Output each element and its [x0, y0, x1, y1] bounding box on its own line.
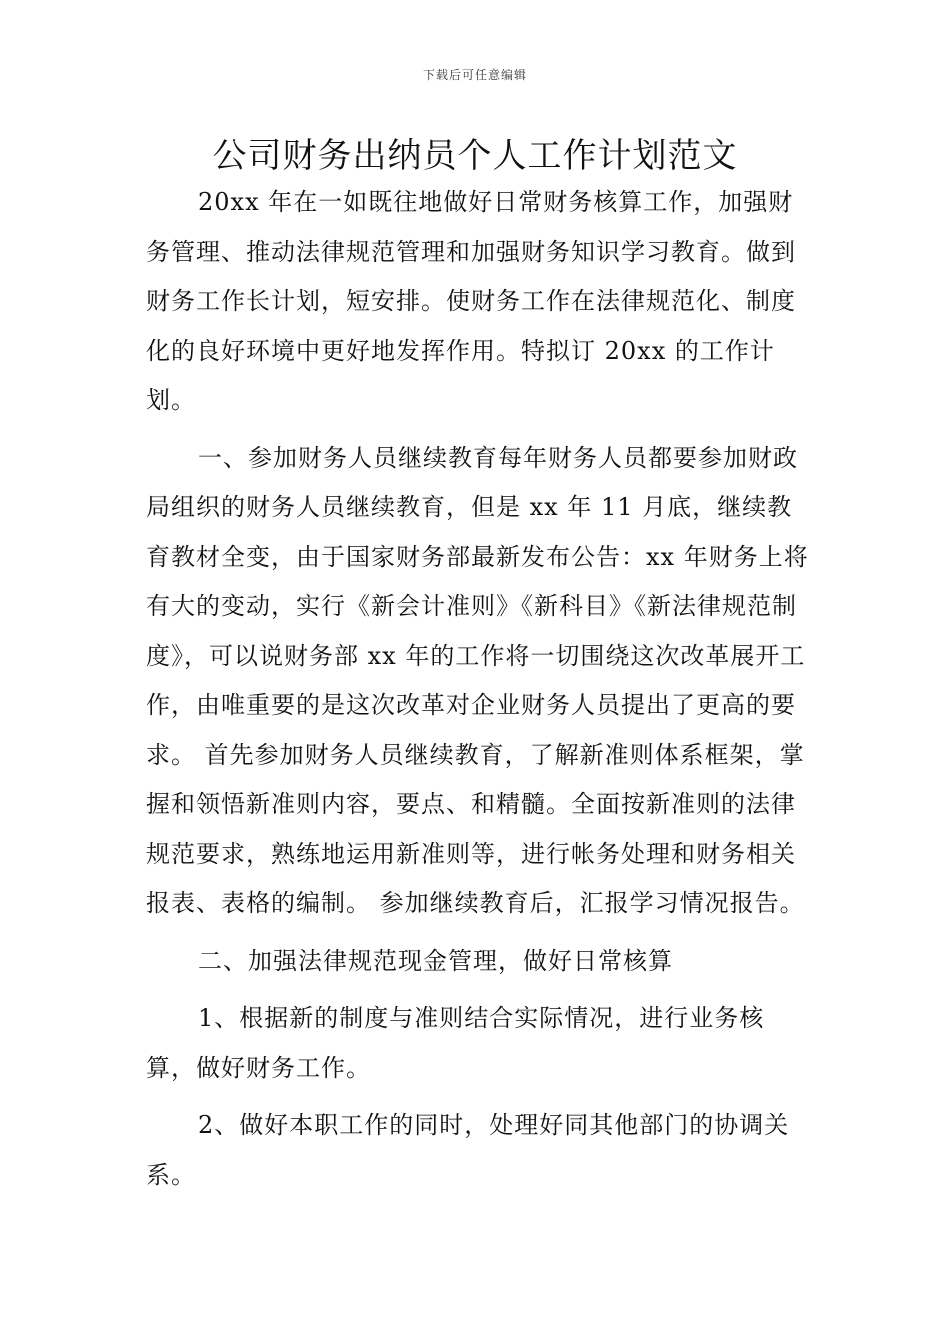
paragraph-intro: 20xx 年在一如既往地做好日常财务核算工作，加强财务管理、推动法律规范管理和加强财务知识学习教育。做到财务工作长计划，短安排。使财务工作在法律规范化、制度化的良好环境中更好地发挥作用。特拟订 20xx 的工作计划。 [146, 188, 796, 414]
document-title: 公司财务出纳员个人工作计划范文 [212, 136, 738, 176]
header-note: 下载后可任意编辑 [422, 68, 527, 82]
paragraph-section-1: 一、参加财务人员继续教育每年财务人员都要参加财政局组织的财务人员继续教育，但是 xx 年 11 月底，继续教育教材全变，由于国家财务部最新发布公告：xx 年财务上将有大的变动，实行《新会计准则》《新科目》《新法律规范制度》，可以说财务部 xx 年的工作将一切围绕这次改革展开工作，由唯重要的是这次改革对企业财务人员提出了更高的要求。 首先参加财务人员继续教育，了解新准则体系框架，掌握和领悟新准则内容，要点、和精髓。全面按新准则的法律规范要求，熟练地运用新准则等，进行帐务处理和财务相关报表、表格的编制。 参加继续教育后，汇报学习情况报告。 [146, 443, 809, 917]
document-body [146, 178, 812, 1200]
paragraph-section-2-heading: 二、加强法律规范现金管理，做好日常核算 [198, 946, 673, 975]
paragraph-item-1: 1、根据新的制度与准则结合实际情况，进行业务核算，做好财务工作。 [146, 1004, 765, 1082]
paragraph-item-2: 2、做好本职工作的同时，处理好同其他部门的协调关系。 [146, 1111, 790, 1189]
